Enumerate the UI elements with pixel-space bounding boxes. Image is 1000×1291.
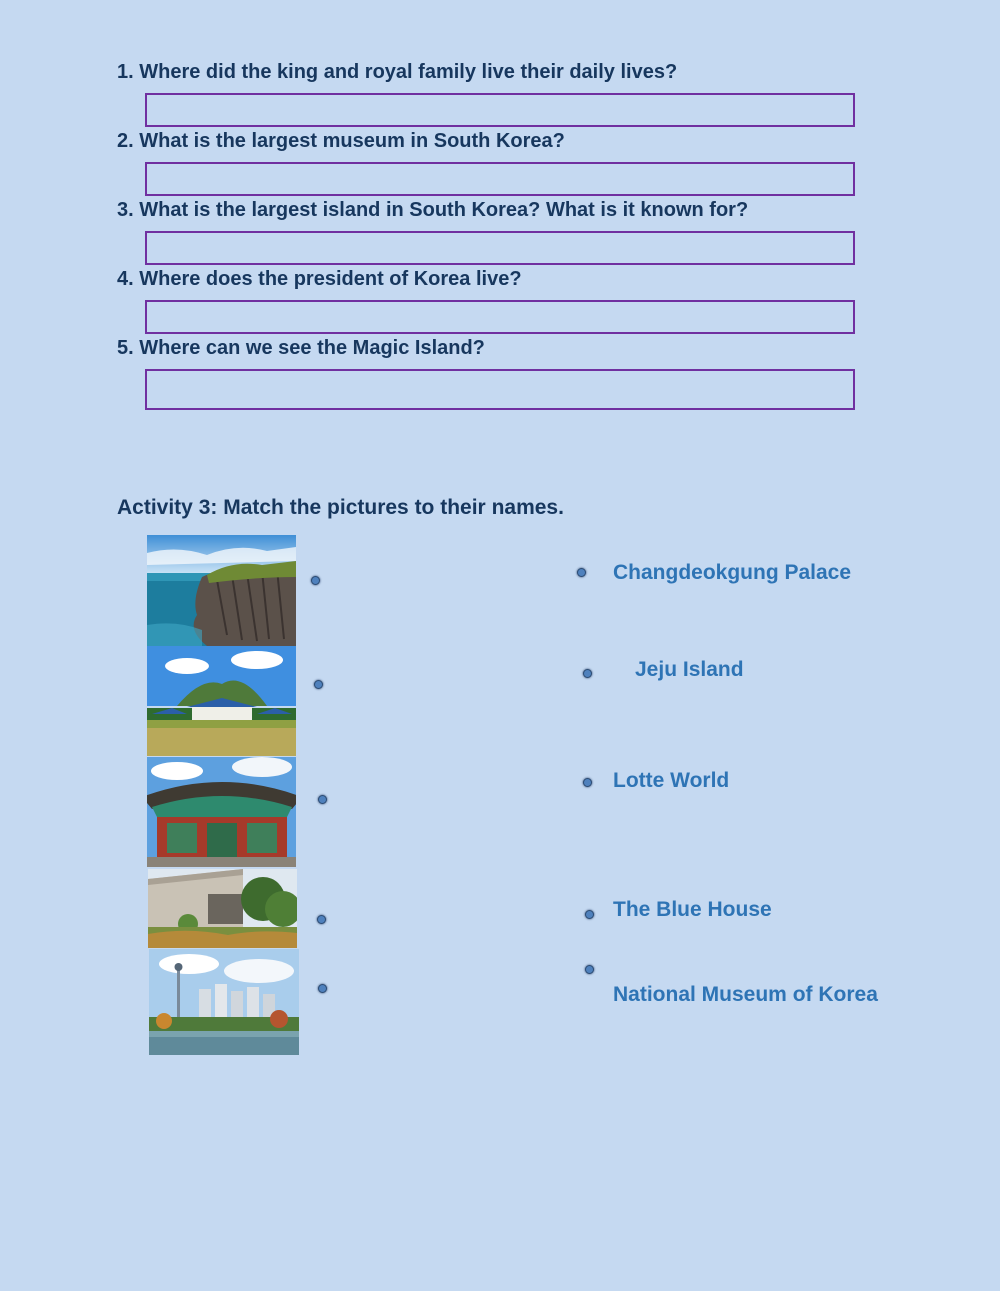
answer-field-2[interactable] [145,162,855,196]
answer-field-3[interactable] [145,231,855,265]
answer-field-1[interactable] [145,93,855,127]
question-5: 5. Where can we see the Magic Island? [117,337,485,359]
match-dot-picture-2[interactable] [314,680,323,689]
match-dot-picture-5[interactable] [318,984,327,993]
question-1: 1. Where did the king and royal family live their daily lives? [117,61,678,83]
answer-field-5[interactable] [145,369,855,410]
question-2: 2. What is the largest museum in South Korea? [117,130,565,152]
lotte-world-photo [149,949,299,1055]
name-national-museum: National Museum of Korea [613,983,878,1006]
name-lotte-world: Lotte World [613,769,730,792]
question-3: 3. What is the largest island in South Korea? What is it known for? [117,199,749,221]
name-jeju-island: Jeju Island [635,658,744,681]
question-4: 4. Where does the president of Korea live? [117,268,522,290]
match-dot-picture-4[interactable] [317,915,326,924]
name-changdeokgung-palace: Changdeokgung Palace [613,561,852,584]
name-blue-house: The Blue House [613,898,772,921]
match-dot-picture-3[interactable] [318,795,327,804]
match-dot-name-1[interactable] [577,568,586,577]
activity-title: Activity 3: Match the pictures to their names. [117,496,564,519]
match-dot-picture-1[interactable] [311,576,320,585]
match-dot-name-2[interactable] [583,669,592,678]
jeju-coast-photo [147,535,296,646]
blue-house-photo [147,646,296,756]
palace-photo [147,757,296,867]
match-dot-name-3[interactable] [583,778,592,787]
museum-photo [148,869,297,948]
answer-field-4[interactable] [145,300,855,334]
match-dot-name-5[interactable] [585,965,594,974]
match-dot-name-4[interactable] [585,910,594,919]
